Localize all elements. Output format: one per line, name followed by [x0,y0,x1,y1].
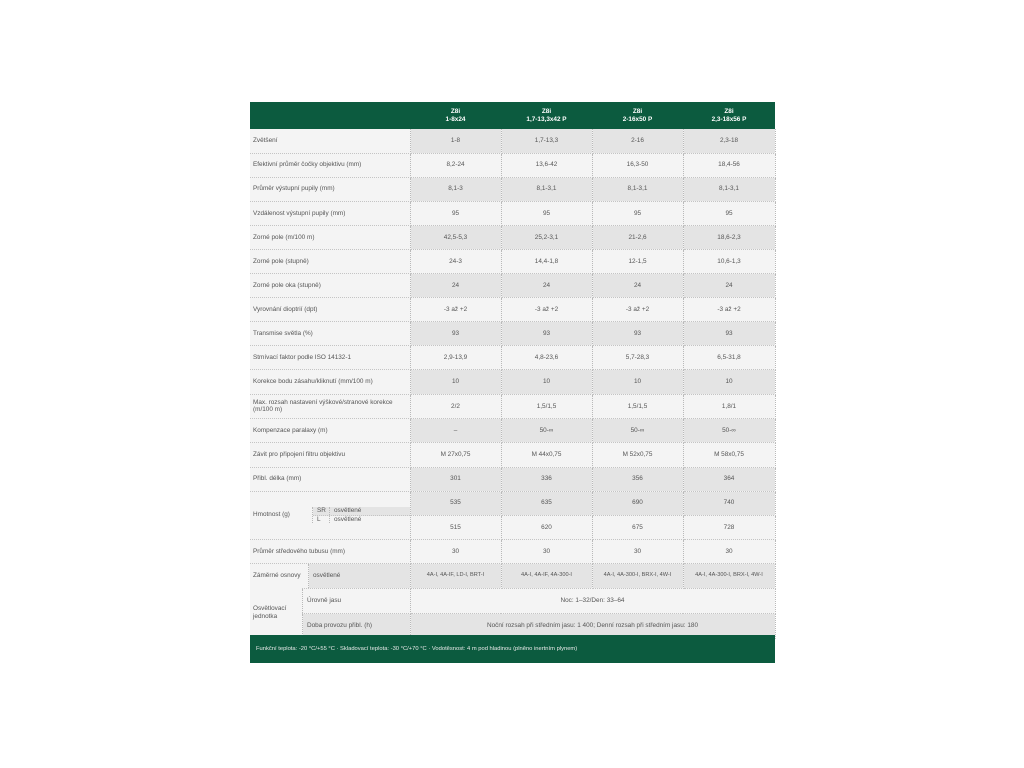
cell: 24 [410,274,501,298]
cell: 675 [592,515,683,539]
table-row [250,467,775,491]
cell: 95 [410,201,501,225]
cell: 728 [683,515,775,539]
row-label: Korekce bodu zásahu/kliknutí (mm/100 m) [250,370,410,394]
row-label: Transmise světla (%) [250,322,410,346]
cell: 8,1-3,1 [592,177,683,201]
cell: 620 [501,515,592,539]
cell: M 44x0,75 [501,443,592,467]
table-row [250,539,775,563]
cell: 4,8-23,6 [501,346,592,370]
row-label: Závit pro připojení filtru objektivu [250,443,410,467]
reticle-label: Záměrné osnovy [250,564,309,588]
row-label [250,491,410,539]
cell: 10 [683,370,775,394]
table-row [250,298,775,322]
cell: 356 [592,467,683,491]
cell: -3 až +2 [683,298,775,322]
cell: -3 až +2 [592,298,683,322]
table-row [250,249,775,273]
weight-key: SR [313,507,330,515]
cell: -3 až +2 [501,298,592,322]
cell: 10,6-1,3 [683,249,775,273]
weight-label: Hmotnost (g) [250,507,313,523]
cell: 30 [592,539,683,563]
cell: M 27x0,75 [410,443,501,467]
row-label: Vyrovnání dioptrií (dpt) [250,298,410,322]
reticle-desc: osvětlené [309,564,410,588]
cell: 24 [592,274,683,298]
weight-key: L [313,516,330,524]
cell: 93 [592,322,683,346]
cell: 30 [410,539,501,563]
table-row [250,491,775,515]
levels-value: Noc: 1–32/Den: 33–64 [410,588,775,613]
cell: 2-16 [592,129,683,153]
cell: 2,3-18 [683,129,775,153]
table-row [250,346,775,370]
table-row [250,201,775,225]
table-row [250,153,775,177]
cell: 8,1-3,1 [501,177,592,201]
cell: 50-∞ [501,419,592,443]
header-row [250,102,775,129]
cell: 8,1-3,1 [683,177,775,201]
cell: 2,9-13,9 [410,346,501,370]
cell: 4A-I, 4A-300-I, BRX-I, 4W-I [592,563,683,588]
cell: 364 [683,467,775,491]
spec-sheet [250,102,775,663]
cell: 24 [683,274,775,298]
cell: 95 [592,201,683,225]
cell: 93 [410,322,501,346]
cell: 95 [683,201,775,225]
cell: 1,5/1,5 [501,394,592,419]
table-row [250,588,775,613]
table-row [250,563,775,588]
row-label: Kompenzace paralaxy (m) [250,419,410,443]
table-row [250,177,775,201]
row-label: Průměr výstupní pupily (mm) [250,177,410,201]
levels-label: Úrovně jasu [307,597,342,605]
cell: 93 [501,322,592,346]
cell: 95 [501,201,592,225]
cell: 10 [410,370,501,394]
model-header: Z8i 1,7-13,3x42 P [526,108,567,123]
row-label: Průměr středového tubusu (mm) [250,539,410,563]
table-row [250,225,775,249]
cell: 18,6-2,3 [683,225,775,249]
table-row [250,370,775,394]
weight-subrow [313,507,410,516]
row-label: Přibl. délka (mm) [250,467,410,491]
cell: M 52x0,75 [592,443,683,467]
table-row [250,443,775,467]
cell: 12-1,5 [592,249,683,273]
table-row [250,129,775,153]
row-label: Zorné pole (stupně) [250,249,410,273]
weight-desc: osvětlené [334,507,362,515]
table-row [250,274,775,298]
cell: 535 [410,491,501,515]
cell: 4A-I, 4A-IF, 4A-300-I [501,563,592,588]
cell: 24 [501,274,592,298]
table-row [250,394,775,419]
cell: 24-3 [410,249,501,273]
cell: 8,1-3 [410,177,501,201]
table-row [250,419,775,443]
cell: 4A-I, 4A-300-I, BRX-I, 4W-I [683,563,775,588]
cell: 30 [501,539,592,563]
cell: 8,2-24 [410,153,501,177]
spec-table [250,102,776,639]
cell: 2/2 [410,394,501,419]
cell: 5,7-28,3 [592,346,683,370]
row-label: Zorné pole (m/100 m) [250,225,410,249]
cell: 21-2,6 [592,225,683,249]
cell: 515 [410,515,501,539]
cell: 1,8/1 [683,394,775,419]
weight-desc: osvětlené [334,515,362,523]
cell: 30 [683,539,775,563]
cell: 14,4-1,8 [501,249,592,273]
row-label: Stmívací faktor podle ISO 14132-1 [250,346,410,370]
cell: -3 až +2 [410,298,501,322]
cell: 740 [683,491,775,515]
cell: 25,2-3,1 [501,225,592,249]
cell: 42,5-5,3 [410,225,501,249]
cell: 690 [592,491,683,515]
runtime-label: Doba provozu přibl. (h) [303,614,410,638]
row-label: Zvětšení [250,129,410,153]
cell: 93 [683,322,775,346]
row-label: Max. rozsah nastavení výškové/stranové korekce (m/100 m) [250,394,410,419]
cell: 4A-I, 4A-IF, LD-I, BRT-I [410,563,501,588]
model-header: Z8i 2-16x50 P [622,108,653,123]
cell: 16,3-50 [592,153,683,177]
cell: 10 [592,370,683,394]
cell: 1,7-13,3 [501,129,592,153]
model-header: Z8i 1-8x24 [445,108,466,123]
table-row [250,322,775,346]
cell: 50-∞ [683,419,775,443]
cell: 301 [410,467,501,491]
cell: 635 [501,491,592,515]
footer-note: Funkční teplota: -20 °C/+55 °C · Skladovací teplota: -30 °C/+70 °C · Vodotěsnost: 4 m pod hladinou (plněno inertním plynem) [250,635,775,663]
cell: – [410,419,501,443]
row-label: Zorné pole oka (stupně) [250,274,410,298]
weight-subrow [313,516,410,524]
runtime-value: Noční rozsah při středním jasu: 1 400; Denní rozsah při středním jasu: 180 [410,613,775,638]
cell: 1-8 [410,129,501,153]
cell: 50-∞ [592,419,683,443]
header-corner [250,102,410,129]
cell: 336 [501,467,592,491]
row-label [250,563,410,588]
row-label: Efektivní průměr čočky objektivu (mm) [250,153,410,177]
cell: 1,5/1,5 [592,394,683,419]
cell: M 58x0,75 [683,443,775,467]
model-header: Z8i 2,3-18x56 P [711,108,747,123]
cell: 10 [501,370,592,394]
cell: 6,5-31,8 [683,346,775,370]
cell: 13,6-42 [501,153,592,177]
illumination-label: Osvětlovací jednotka [250,588,302,637]
cell: 18,4-56 [683,153,775,177]
row-label: Vzdálenost výstupní pupily (mm) [250,201,410,225]
